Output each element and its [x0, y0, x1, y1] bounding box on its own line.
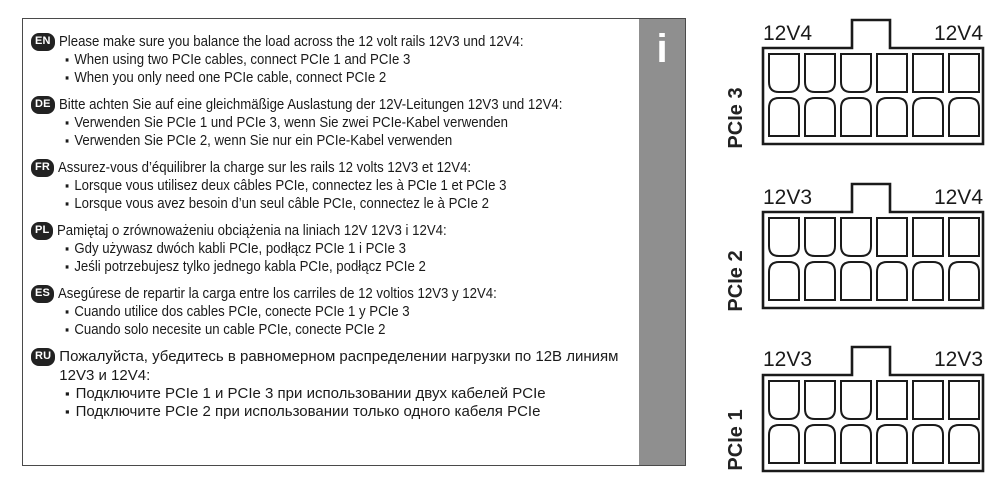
rail-label-right: 12V3	[933, 348, 983, 371]
connector-pin	[769, 425, 799, 463]
connector-pin	[841, 425, 871, 463]
connector-pin	[877, 381, 907, 419]
lang-badge-pl: PL	[31, 222, 53, 240]
connector-pin	[913, 54, 943, 92]
connector-pin	[877, 218, 907, 256]
bullet-item: ▪ Cuando utilice dos cables PCIe, conecte PCIe 1 y PCIe 3	[65, 303, 563, 321]
connector-pin	[805, 54, 835, 92]
bullet-item: ▪ Jeśli potrzebujesz tylko jednego kabla PCIe, podłącz PCIe 2	[65, 258, 563, 276]
connector-pin	[877, 425, 907, 463]
connector-pin	[877, 98, 907, 136]
connector-pin	[841, 54, 871, 92]
connector-pin	[841, 381, 871, 419]
bullet-item: ▪ Lorsque vous utilisez deux câbles PCIe, connectez les à PCIe 1 et PCIe 3	[65, 177, 563, 195]
connector-label: PCIe 1	[725, 409, 747, 471]
connector-pin	[769, 381, 799, 419]
lang-badge-en: EN	[31, 33, 55, 51]
connector-pin	[769, 218, 799, 256]
connector-pin	[949, 262, 979, 300]
connector-pin	[913, 262, 943, 300]
lang-badge-fr: FR	[31, 159, 54, 177]
connector-pin	[913, 98, 943, 136]
rail-label-right: 12V4	[933, 22, 983, 45]
rail-label-left: 12V3	[763, 348, 813, 371]
connector-pin	[841, 218, 871, 256]
lang-text-ru: Пожалуйста, убедитесь в равномерном распределении нагрузки по 12В линиям 12V3 и 12V4:	[59, 348, 619, 384]
lang-text-en: Please make sure you balance the load across the 12 volt rails 12V3 und 12V4:	[58, 33, 524, 50]
connector-pin	[805, 98, 835, 136]
lang-text-fr: Assurez-vous d’équilibrer la charge sur les rails 12 volts 12V3 et 12V4:	[58, 159, 472, 176]
connector-pin	[949, 218, 979, 256]
connector-svg	[700, 0, 1000, 481]
info-panel	[22, 18, 686, 466]
connector-pin	[877, 54, 907, 92]
bullet-item: ▪ Подключите PCIe 2 при использовании только одного кабеля PCIe	[65, 403, 631, 421]
lang-block-de	[31, 95, 631, 150]
lang-badge-de: DE	[31, 96, 55, 114]
info-icon: i	[656, 27, 668, 71]
rail-label-right: 12V4	[933, 186, 983, 209]
bullet-item: ▪ When using two PCIe cables, connect PCIe 1 and PCIe 3	[65, 51, 563, 69]
bullet-item: ▪ When you only need one PCIe cable, connect PCIe 2	[65, 69, 563, 87]
connector-pin	[841, 98, 871, 136]
connector-pin	[949, 381, 979, 419]
connector-pin	[877, 262, 907, 300]
lang-block-en	[31, 32, 631, 87]
connector-pin	[949, 54, 979, 92]
bullet-item: ▪ Подключите PCIe 1 и PCIe 3 при использовании двух кабелей PCIe	[65, 385, 631, 403]
bullet-item: ▪ Gdy używasz dwóch kabli PCIe, podłącz PCIe 1 i PCIe 3	[65, 240, 563, 258]
rail-label-left: 12V4	[763, 22, 813, 45]
connector-pin	[805, 381, 835, 419]
lang-badge-es: ES	[31, 285, 54, 303]
connector-pin	[913, 425, 943, 463]
bullet-item: ▪ Verwenden Sie PCIe 2, wenn Sie nur ein PCIe-Kabel verwenden	[65, 132, 563, 150]
connector-pin	[913, 381, 943, 419]
connector-pin	[805, 425, 835, 463]
connector-pin	[913, 218, 943, 256]
connector-pin	[949, 425, 979, 463]
connector-pin	[805, 218, 835, 256]
connector-pin	[769, 262, 799, 300]
bullet-item: ▪ Verwenden Sie PCIe 1 und PCIe 3, wenn Sie zwei PCIe-Kabel verwenden	[65, 114, 563, 132]
lang-block-pl	[31, 221, 631, 276]
connector-pin	[805, 262, 835, 300]
instructions	[31, 32, 631, 429]
lang-block-fr	[31, 158, 631, 213]
lang-text-pl: Pamiętaj o zrównoważeniu obciążenia na liniach 12V 12V3 i 12V4:	[57, 222, 448, 239]
connector-pin	[769, 98, 799, 136]
lang-badge-ru: RU	[31, 348, 55, 366]
connector-label: PCIe 2	[725, 250, 747, 312]
lang-block-es	[31, 284, 631, 339]
connector-diagram	[700, 0, 1000, 481]
connector-pin	[769, 54, 799, 92]
info-sidebar	[639, 19, 685, 465]
bullet-item: ▪ Cuando solo necesite un cable PCIe, conecte PCIe 2	[65, 321, 563, 339]
connector-label: PCIe 3	[725, 87, 747, 149]
bullet-item: ▪ Lorsque vous avez besoin d’un seul câble PCIe, connectez le à PCIe 2	[65, 195, 563, 213]
rail-label-left: 12V3	[763, 186, 813, 209]
lang-block-ru	[31, 347, 631, 421]
connector-pin	[949, 98, 979, 136]
lang-text-de: Bitte achten Sie auf eine gleichmäßige Auslastung der 12V-Leitungen 12V3 und 12V4:	[58, 96, 563, 113]
connector-pin	[841, 262, 871, 300]
lang-text-es: Asegúrese de repartir la carga entre los carriles de 12 voltios 12V3 y 12V4:	[58, 285, 497, 302]
